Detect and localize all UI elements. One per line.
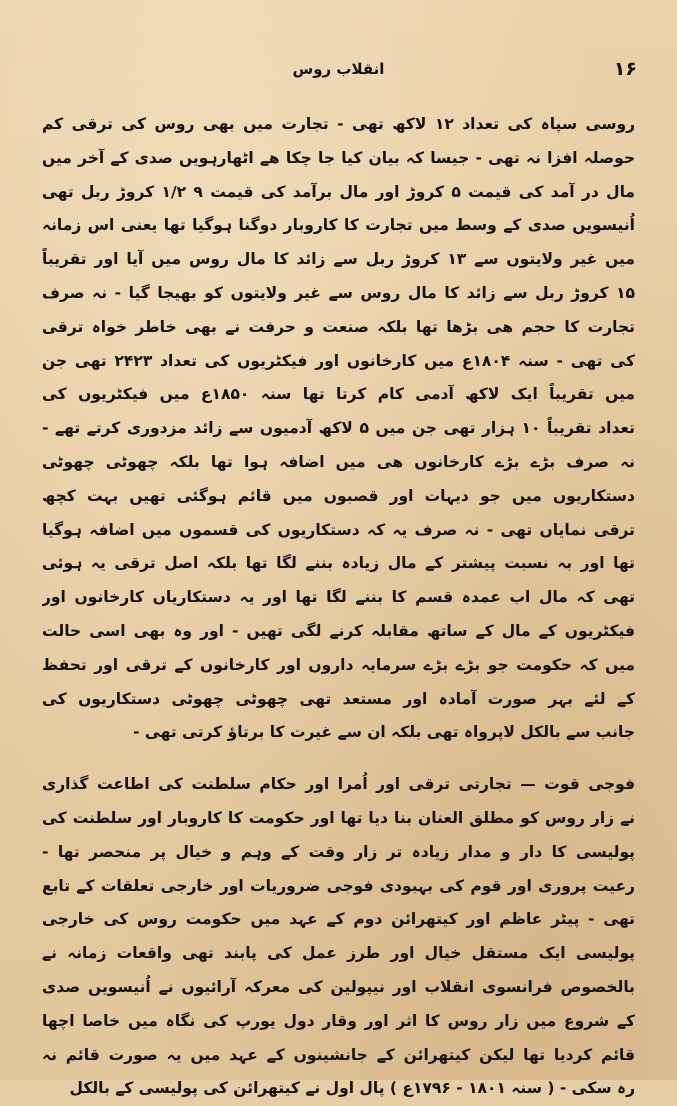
text-line: میں کہ حکومت جو بڑے بڑے سرمایہ داروں اور کارخانوں کے ترقی اور تحفظ: [42, 655, 635, 674]
text-line: جانب سے بالکل لاپرواہ تھی بلکہ ان سے غیرت کا برتاؤ کرتی تھی -: [133, 723, 635, 742]
text-line: کی تھی - سنہ ۱۸۰۴ع میں کارخانوں اور فیکٹریوں کی تعداد ۲۴۲۳ تھی جن: [42, 351, 635, 370]
paragraph: [42, 108, 635, 750]
text-line: بالخصوص فرانسوی انقلاب اور نیپولین کی معرکہ آرائیوں نے اُنیسویں صدی: [42, 977, 635, 996]
text-line: فوجی قوت — تجارتی ترقی اور اُمرا اور حکام سلطنت کی اطاعت گذاری: [42, 775, 635, 794]
text-line: کے لئے بہر صورت آمادہ اور مستعد تھی چھوٹی چھوٹی دستکاریوں کی: [42, 689, 635, 708]
text-line: تھی - پیٹر عاظم اور کیتھرائن دوم کے عہد میں حکومت روس کی خارجی: [42, 910, 635, 929]
text-line: میں غیر ولایتوں سے ۱۳ کروڑ ربل سے زائد کا مال روس میں آیا اور تقریباً: [42, 250, 635, 269]
page-header: [40, 58, 637, 88]
text-line: تھا اور بہ نسبت پیشتر کے مال زیادہ بننے لگا تھا بلکہ اصل ترقی یہ ہوئی: [42, 554, 635, 573]
text-line: دستکاریوں میں جو دیہات اور قصبوں میں قائم ہوگئی تھیں بہت کچھ: [42, 486, 635, 505]
body-text: [42, 108, 635, 1106]
page-number: ۱۶: [613, 58, 637, 80]
text-line: رہ سکی - ( سنہ ۱۸۰۱ - ۱۷۹۶ع ) پال اول نے کیتھرائن کی پولیسی کے بالکل: [69, 1079, 635, 1098]
text-line: مال در آمد کی قیمت ۵ کروڑ اور مال برآمد کی قیمت ۹ ۱/۲ کروڑ ربل تھی: [42, 182, 635, 201]
paragraph-gap: [42, 750, 635, 768]
text-line: ترقی نمایاں تھی - نہ صرف یہ کہ دستکاریوں کی قسموں میں اضافہ ہوگیا: [42, 520, 635, 539]
text-line: تجارت کا حجم ھی بڑھا تھا بلکہ صنعت و حرفت نے بھی خاطر خواہ ترقی: [42, 317, 635, 336]
text-line: فیکٹریوں کے مال کے ساتھ مقابلہ کرنے لگی تھیں - اور وہ بھی اسی حالت: [42, 621, 635, 640]
running-title: انقلاب روس: [292, 60, 385, 78]
text-line: ۱۵ کروڑ ربل سے زائد کا مال روس سے غیر ولایتوں کو بھیجا گیا - نہ صرف: [42, 283, 635, 302]
text-line: قائم کردیا تھا لیکن کیتھرائن کے جانشینوں کے عہد میں یہ صورت قائم نہ: [42, 1045, 635, 1064]
text-line: اُنیسویں صدی کے وسط میں تجارت کا کاروبار دوگنا ہوگیا تھا یعنی اس زمانہ: [42, 216, 635, 235]
text-line: تھی کہ مال اب عمدہ قسم کا بننے لگا تھا اور یہ دستکاریاں کارخانوں اور: [42, 588, 635, 607]
paragraph: [42, 768, 635, 1106]
text-line: نہ صرف بڑے بڑے کارخانوں ھی میں اضافہ ہوا تھا بلکہ چھوٹی چھوٹی: [42, 452, 635, 471]
text-line: کے شروع میں زار روس کا اثر اور وقار دول یورپ کی نگاہ میں خاصا اچھا: [42, 1011, 635, 1030]
text-line: رعیت پروری اور قوم کی بہبودی فوجی ضروریات اور خارجی تعلقات کے تابع: [42, 876, 635, 895]
text-line: حوصلہ افزا نہ تھی - جیسا کہ بیان کیا جا چکا ھے اٹھارہویں صدی کے آخر میں: [42, 148, 635, 167]
text-line: میں تقریباً ایک لاکھ آدمی کام کرتا تھا سنہ ۱۸۵۰ع میں فیکٹریوں کی: [42, 385, 635, 404]
text-line: روسی سپاہ کی تعداد ۱۲ لاکھ تھی - تجارت میں بھی روس کی ترقی کم: [42, 115, 635, 133]
text-line: پولیسی ایک مستقل خیال اور طرز عمل کی پابند تھی واقعات زمانہ نے: [42, 944, 635, 963]
text-line: تعداد تقریباً ۱۰ ہزار تھی جن میں ۵ لاکھ آدمیوں سے زائد مزدوری کرتے تھے -: [42, 419, 635, 438]
text-line: نے زار روس کو مطلق العنان بنا دیا تھا اور حکومت کا کاروبار اور سلطنت کی: [42, 808, 635, 827]
text-line: پولیسی کا دار و مدار زیادہ تر زار وقت کے وہم و خیال پر منحصر تھا -: [42, 842, 635, 861]
